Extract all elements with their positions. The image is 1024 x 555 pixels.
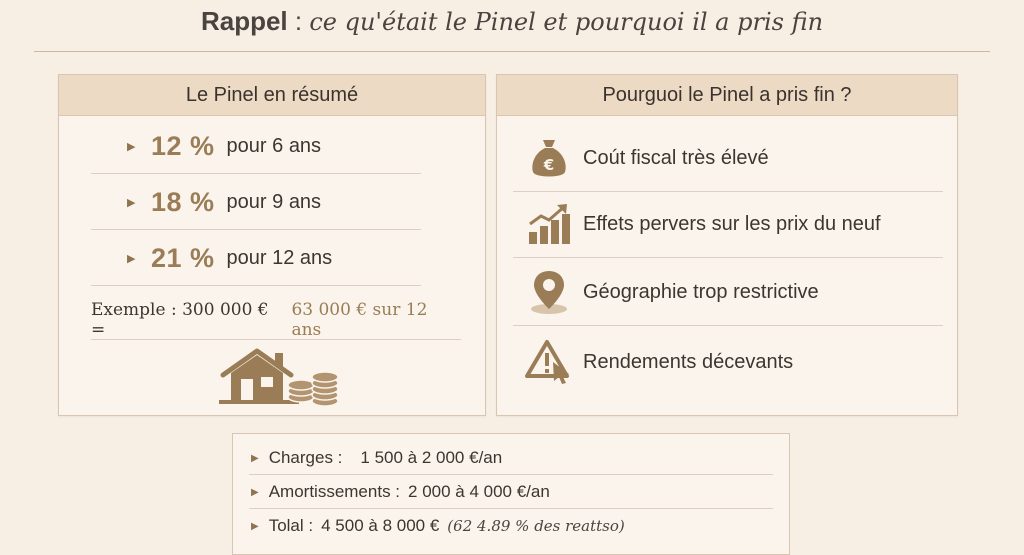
rising-bar-chart-icon bbox=[525, 201, 573, 247]
cost-label: Tolal : bbox=[268, 516, 314, 535]
page-title bbox=[0, 6, 1024, 37]
reason-item bbox=[513, 329, 943, 395]
arrow-right-icon: ▶ bbox=[251, 486, 259, 498]
summary-heading: Le Pinel en résumé bbox=[59, 75, 485, 116]
rate-row bbox=[91, 119, 421, 174]
reason-label: Effets pervers sur les prix du neuf bbox=[583, 212, 881, 235]
title-strong: Rappel bbox=[200, 6, 288, 36]
warning-triangle-icon bbox=[525, 339, 573, 385]
arrow-right-icon: ▶ bbox=[127, 252, 136, 265]
example-prefix: Exemple : 300 000 € = bbox=[91, 300, 269, 340]
cost-row bbox=[249, 442, 773, 475]
reason-label: Géographie trop restrictive bbox=[583, 280, 819, 303]
reason-item bbox=[513, 125, 943, 192]
cost-row bbox=[249, 476, 773, 509]
cost-note: (62 4.89 % des reattso) bbox=[447, 517, 625, 535]
title-separator: : bbox=[287, 6, 310, 36]
arrow-right-icon: ▶ bbox=[251, 520, 259, 532]
title-divider bbox=[34, 51, 990, 52]
rate-duration: pour 6 ans bbox=[226, 134, 322, 157]
cost-summary-box bbox=[232, 433, 790, 555]
cost-value: 1 500 à 2 000 €/an bbox=[360, 448, 503, 467]
cost-label: Amortissements : bbox=[268, 482, 401, 501]
title-italic: ce qu'était le Pinel et pourquoi il a pris fin bbox=[309, 8, 824, 36]
cost-value: 4 500 à 8 000 € bbox=[321, 516, 440, 535]
rate-percent: 12 % bbox=[151, 130, 215, 161]
arrow-right-icon: ▶ bbox=[251, 452, 259, 464]
rate-percent: 21 % bbox=[151, 242, 215, 273]
reason-label: Coút fiscal très élevé bbox=[583, 146, 769, 169]
cost-row bbox=[249, 510, 773, 542]
money-bag-euro-icon bbox=[525, 135, 573, 181]
rate-percent: 18 % bbox=[151, 186, 215, 217]
rate-duration: pour 9 ans bbox=[226, 190, 322, 213]
example-highlight: 63 000 € sur 12 ans bbox=[291, 300, 428, 340]
house-coins-icon bbox=[219, 345, 345, 409]
rate-duration: pour 12 ans bbox=[226, 246, 333, 269]
arrow-right-icon: ▶ bbox=[127, 140, 136, 153]
reason-item bbox=[513, 259, 943, 326]
map-pin-icon bbox=[525, 269, 573, 315]
rate-row bbox=[91, 231, 421, 286]
reason-item bbox=[513, 191, 943, 258]
reasons-heading: Pourguoi le Pinel a pris fin ? bbox=[497, 75, 957, 116]
example-line bbox=[91, 301, 461, 340]
svg-text:€: € bbox=[543, 156, 555, 174]
arrow-right-icon: ▶ bbox=[127, 196, 136, 209]
summary-card bbox=[58, 74, 486, 416]
reasons-card bbox=[496, 74, 958, 416]
reason-label: Rendements décevants bbox=[583, 350, 794, 373]
rate-row bbox=[91, 175, 421, 230]
cost-label: Charges : bbox=[268, 448, 343, 467]
cost-value: 2 000 à 4 000 €/an bbox=[408, 482, 550, 501]
